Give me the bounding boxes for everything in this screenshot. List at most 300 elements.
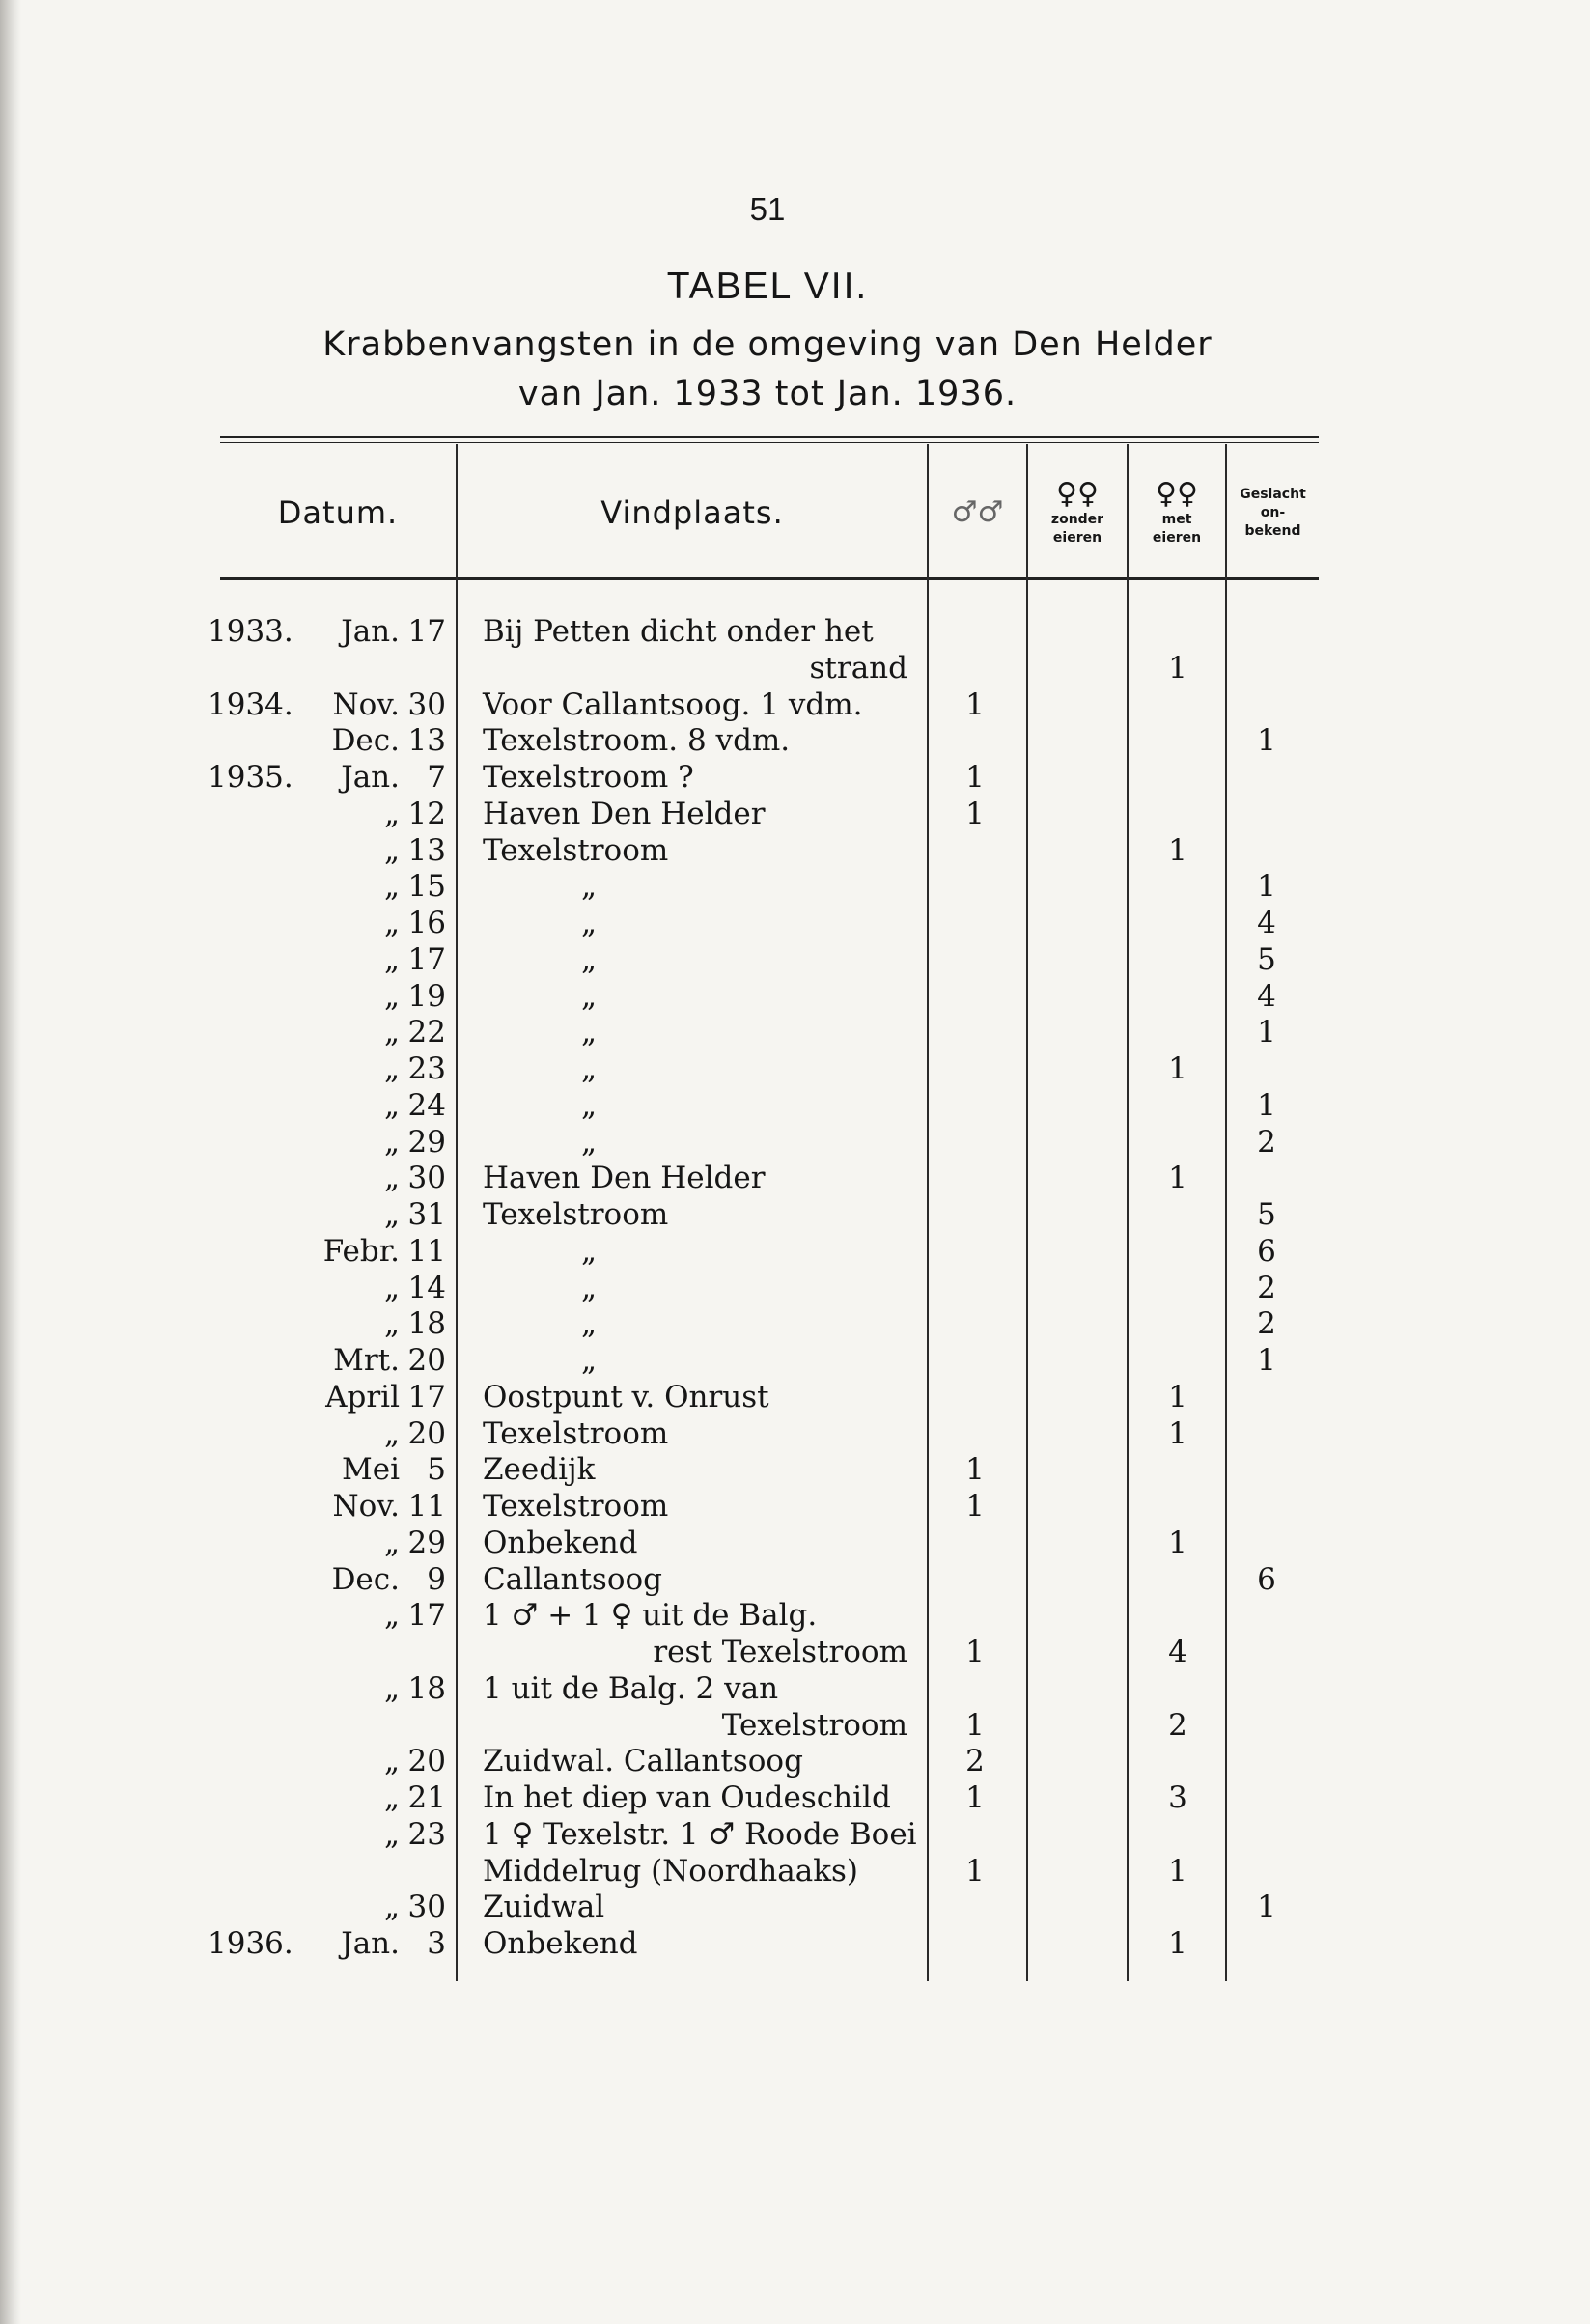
cell-geslacht-onbekend bbox=[1218, 1926, 1315, 1962]
cell-zonder-eieren bbox=[1031, 614, 1128, 650]
cell-males bbox=[927, 651, 1023, 686]
cell-year: 1934. bbox=[208, 687, 293, 722]
cell-day: 18 bbox=[407, 1671, 446, 1706]
header-onbekend-line1: Geslacht bbox=[1240, 486, 1306, 502]
cell-met-eieren bbox=[1130, 1125, 1226, 1161]
cell-geslacht-onbekend bbox=[1218, 1526, 1315, 1561]
cell-month: „ bbox=[383, 1161, 400, 1195]
cell-vindplaats: Onbekend bbox=[483, 1526, 638, 1560]
cell-month bbox=[307, 651, 400, 686]
table-subtitle-line2: van Jan. 1933 tot Jan. 1936. bbox=[517, 375, 1018, 413]
cell-year bbox=[208, 1526, 323, 1561]
cell-vindplaats: 1 uit de Balg. 2 van bbox=[483, 1671, 779, 1706]
cell-month: „ bbox=[383, 1890, 400, 1924]
cell-met-eieren bbox=[1130, 1744, 1226, 1779]
cell-year bbox=[208, 942, 323, 978]
cell-day: 15 bbox=[407, 869, 446, 904]
cell-males bbox=[927, 1817, 1023, 1853]
cell-day: 30 bbox=[407, 1890, 446, 1924]
cell-vindplaats: Haven Den Helder bbox=[483, 797, 766, 831]
cell-day: 30 bbox=[407, 1161, 446, 1195]
cell-geslacht-onbekend: 4 bbox=[1257, 979, 1276, 1014]
cell-geslacht-onbekend bbox=[1218, 1708, 1315, 1744]
cell-day: 7 bbox=[427, 760, 446, 795]
cell-month: „ bbox=[383, 1780, 400, 1815]
cell-zonder-eieren bbox=[1031, 1161, 1128, 1196]
cell-vindplaats: Bij Petten dicht onder het bbox=[483, 614, 874, 649]
cell-day: 5 bbox=[427, 1452, 446, 1487]
header-vindplaats-label: Vindplaats. bbox=[600, 494, 784, 531]
cell-year: 1933. bbox=[208, 614, 293, 649]
header-onbekend-line2: on- bbox=[1260, 504, 1286, 520]
cell-males bbox=[927, 979, 1023, 1015]
cell-met-eieren bbox=[1130, 1306, 1226, 1342]
cell-zonder-eieren bbox=[1031, 1234, 1128, 1270]
cell-males bbox=[927, 1306, 1023, 1342]
cell-met-eieren bbox=[1130, 614, 1226, 650]
cell-zonder-eieren bbox=[1031, 1671, 1128, 1707]
cell-zonder-eieren bbox=[1031, 869, 1128, 905]
cell-year bbox=[208, 1890, 323, 1925]
cell-met-eieren: 1 bbox=[1168, 1161, 1187, 1195]
cell-year bbox=[208, 1598, 323, 1634]
header-datum-label: Datum. bbox=[277, 494, 399, 531]
cell-vindplaats: 1 ♀ Texelstr. 1 ♂ Roode Boei bbox=[483, 1817, 917, 1852]
cell-met-eieren: 1 bbox=[1168, 1051, 1187, 1086]
cell-month: „ bbox=[383, 1088, 400, 1123]
cell-males bbox=[927, 1234, 1023, 1270]
cell-day: 22 bbox=[407, 1015, 446, 1050]
cell-met-eieren bbox=[1130, 1598, 1226, 1634]
cell-zonder-eieren bbox=[1031, 797, 1128, 832]
cell-geslacht-onbekend: 2 bbox=[1257, 1125, 1276, 1160]
cell-day: 17 bbox=[407, 1598, 446, 1633]
table-subtitle-line1: Krabbenvangsten in de omgeving van Den Helder bbox=[322, 325, 1213, 364]
cell-zonder-eieren bbox=[1031, 906, 1128, 941]
cell-met-eieren bbox=[1130, 1343, 1226, 1379]
cell-geslacht-onbekend bbox=[1218, 1416, 1315, 1452]
cell-geslacht-onbekend bbox=[1218, 1161, 1315, 1196]
cell-zonder-eieren bbox=[1031, 1125, 1128, 1161]
cell-met-eieren: 1 bbox=[1168, 1854, 1187, 1889]
cell-day: 21 bbox=[407, 1780, 446, 1815]
cell-day: 3 bbox=[427, 1926, 446, 1961]
cell-day: 23 bbox=[407, 1817, 446, 1852]
cell-year bbox=[208, 723, 323, 759]
cell-vindplaats: Texelstroom bbox=[483, 1197, 669, 1232]
cell-males bbox=[927, 1051, 1023, 1087]
cell-met-eieren: 1 bbox=[1168, 651, 1187, 686]
cell-met-eieren bbox=[1130, 1817, 1226, 1853]
cell-vindplaats: „ bbox=[580, 1015, 598, 1050]
cell-males bbox=[927, 1088, 1023, 1124]
cell-day bbox=[402, 1854, 446, 1890]
cell-month: „ bbox=[383, 1416, 400, 1451]
cell-geslacht-onbekend: 1 bbox=[1257, 1088, 1276, 1123]
cell-males bbox=[927, 1015, 1023, 1050]
cell-year bbox=[208, 979, 323, 1015]
header-zonder-line2: eieren bbox=[1052, 530, 1102, 546]
cell-zonder-eieren bbox=[1031, 1744, 1128, 1779]
cell-males: 1 bbox=[965, 687, 985, 722]
cell-zonder-eieren bbox=[1031, 1926, 1128, 1962]
cell-geslacht-onbekend: 1 bbox=[1257, 1890, 1276, 1924]
cell-year bbox=[208, 1051, 323, 1087]
cell-month: „ bbox=[383, 869, 400, 904]
cell-vindplaats: „ bbox=[580, 869, 598, 904]
cell-month: „ bbox=[383, 942, 400, 977]
cell-zonder-eieren bbox=[1031, 760, 1128, 796]
cell-met-eieren: 1 bbox=[1168, 1926, 1187, 1961]
cell-males bbox=[927, 869, 1023, 905]
cell-month: Mei bbox=[341, 1452, 400, 1487]
cell-males: 2 bbox=[965, 1744, 985, 1778]
cell-geslacht-onbekend bbox=[1218, 1452, 1315, 1488]
cell-vindplaats: Texelstroom bbox=[483, 833, 669, 868]
cell-day: 9 bbox=[427, 1562, 446, 1597]
cell-males bbox=[927, 1125, 1023, 1161]
cell-geslacht-onbekend: 1 bbox=[1257, 1343, 1276, 1378]
cell-met-eieren bbox=[1130, 906, 1226, 941]
cell-day: 31 bbox=[407, 1197, 446, 1232]
cell-males: 1 bbox=[965, 760, 985, 795]
cell-vindplaats: Texelstroom bbox=[483, 1489, 669, 1524]
cell-zonder-eieren bbox=[1031, 723, 1128, 759]
cell-month: Mrt. bbox=[333, 1343, 400, 1378]
cell-vindplaats: strand bbox=[809, 651, 907, 686]
cell-month: April bbox=[325, 1380, 400, 1414]
cell-year bbox=[208, 1234, 323, 1270]
cell-geslacht-onbekend bbox=[1218, 1051, 1315, 1087]
cell-geslacht-onbekend: 2 bbox=[1257, 1271, 1276, 1305]
header-males-symbol: ♂♂ bbox=[951, 495, 1004, 529]
cell-males: 1 bbox=[965, 1780, 985, 1815]
cell-met-eieren bbox=[1130, 687, 1226, 723]
cell-vindplaats: Texelstroom ? bbox=[483, 760, 694, 795]
header-met-line1: met bbox=[1161, 512, 1192, 527]
cell-year bbox=[208, 906, 323, 941]
cell-zonder-eieren bbox=[1031, 651, 1128, 686]
cell-met-eieren: 2 bbox=[1168, 1708, 1187, 1743]
cell-vindplaats: Onbekend bbox=[483, 1926, 638, 1961]
cell-day: 12 bbox=[407, 797, 446, 831]
cell-zonder-eieren bbox=[1031, 1271, 1128, 1306]
cell-zonder-eieren bbox=[1031, 1306, 1128, 1342]
cell-males bbox=[927, 1562, 1023, 1598]
cell-month: Dec. bbox=[331, 723, 400, 758]
cell-zonder-eieren bbox=[1031, 1708, 1128, 1744]
cell-zonder-eieren bbox=[1031, 833, 1128, 869]
cell-geslacht-onbekend: 1 bbox=[1257, 723, 1276, 758]
cell-males bbox=[927, 1380, 1023, 1415]
cell-vindplaats: Texelstroom bbox=[721, 1708, 907, 1743]
cell-year bbox=[208, 1125, 323, 1161]
cell-zonder-eieren bbox=[1031, 1489, 1128, 1525]
cell-males: 1 bbox=[965, 1452, 985, 1487]
cell-met-eieren bbox=[1130, 1015, 1226, 1050]
cell-month: Nov. bbox=[332, 1489, 400, 1524]
cell-month: Jan. bbox=[341, 614, 400, 649]
cell-day: 30 bbox=[407, 687, 446, 722]
cell-month: „ bbox=[383, 1306, 400, 1341]
cell-vindplaats: „ bbox=[580, 1343, 598, 1378]
cell-met-eieren: 4 bbox=[1168, 1635, 1187, 1669]
cell-geslacht-onbekend bbox=[1218, 760, 1315, 796]
cell-geslacht-onbekend bbox=[1218, 651, 1315, 686]
cell-day: 20 bbox=[407, 1744, 446, 1778]
cell-year bbox=[208, 1854, 323, 1890]
cell-met-eieren bbox=[1130, 1234, 1226, 1270]
cell-day: 16 bbox=[407, 906, 446, 940]
header-zonder-symbol: ♀♀ bbox=[1056, 477, 1099, 511]
cell-males bbox=[927, 942, 1023, 978]
cell-zonder-eieren bbox=[1031, 1197, 1128, 1233]
cell-zonder-eieren bbox=[1031, 1890, 1128, 1925]
cell-geslacht-onbekend bbox=[1218, 614, 1315, 650]
cell-met-eieren bbox=[1130, 723, 1226, 759]
cell-year bbox=[208, 1780, 323, 1816]
cell-met-eieren: 1 bbox=[1168, 1380, 1187, 1414]
cell-geslacht-onbekend: 1 bbox=[1257, 869, 1276, 904]
cell-zonder-eieren bbox=[1031, 1562, 1128, 1598]
cell-zonder-eieren bbox=[1031, 1343, 1128, 1379]
cell-day: 14 bbox=[407, 1271, 446, 1305]
cell-geslacht-onbekend: 5 bbox=[1257, 942, 1276, 977]
cell-day: 19 bbox=[407, 979, 446, 1014]
cell-vindplaats: In het diep van Oudeschild bbox=[483, 1780, 891, 1815]
cell-vindplaats: „ bbox=[580, 1051, 598, 1086]
page-number: 51 bbox=[749, 191, 786, 227]
cell-day bbox=[402, 1708, 446, 1744]
cell-day: 11 bbox=[407, 1234, 446, 1269]
cell-zonder-eieren bbox=[1031, 1526, 1128, 1561]
cell-month: „ bbox=[383, 1744, 400, 1778]
cell-zonder-eieren bbox=[1031, 979, 1128, 1015]
cell-males bbox=[927, 614, 1023, 650]
cell-year bbox=[208, 1489, 323, 1525]
cell-year bbox=[208, 651, 323, 686]
cell-year bbox=[208, 1744, 323, 1779]
cell-month bbox=[307, 1854, 400, 1890]
cell-met-eieren: 3 bbox=[1168, 1780, 1187, 1815]
cell-month: Nov. bbox=[332, 687, 400, 722]
cell-males bbox=[927, 1161, 1023, 1196]
cell-month: „ bbox=[383, 797, 400, 831]
cell-geslacht-onbekend: 6 bbox=[1257, 1562, 1276, 1597]
cell-month: Jan. bbox=[341, 1926, 400, 1961]
cell-males: 1 bbox=[965, 797, 985, 831]
cell-day: 29 bbox=[407, 1125, 446, 1160]
cell-month: „ bbox=[383, 1817, 400, 1852]
cell-geslacht-onbekend bbox=[1218, 1598, 1315, 1634]
cell-males bbox=[927, 1271, 1023, 1306]
cell-year bbox=[208, 1817, 323, 1853]
cell-zonder-eieren bbox=[1031, 1452, 1128, 1488]
cell-zonder-eieren bbox=[1031, 1598, 1128, 1634]
cell-vindplaats: Texelstroom bbox=[483, 1416, 669, 1451]
cell-males: 1 bbox=[965, 1854, 985, 1889]
cell-geslacht-onbekend bbox=[1218, 1671, 1315, 1707]
cell-day: 13 bbox=[407, 833, 446, 868]
cell-day: 24 bbox=[407, 1088, 446, 1123]
cell-vindplaats: Callantsoog bbox=[483, 1562, 663, 1597]
cell-month: „ bbox=[383, 1271, 400, 1305]
header-zonder-line1: zonder bbox=[1050, 512, 1104, 527]
cell-vindplaats: Texelstroom. 8 vdm. bbox=[483, 723, 791, 758]
cell-year bbox=[208, 1380, 323, 1415]
cell-met-eieren bbox=[1130, 1890, 1226, 1925]
cell-month: „ bbox=[383, 1197, 400, 1232]
header-met-symbol: ♀♀ bbox=[1156, 477, 1198, 511]
cell-zonder-eieren bbox=[1031, 687, 1128, 723]
cell-month: „ bbox=[383, 1125, 400, 1160]
cell-males bbox=[927, 1926, 1023, 1962]
cell-month: „ bbox=[383, 1051, 400, 1086]
cell-geslacht-onbekend: 6 bbox=[1257, 1234, 1276, 1269]
cell-month: „ bbox=[383, 833, 400, 868]
cell-zonder-eieren bbox=[1031, 1380, 1128, 1415]
cell-year bbox=[208, 797, 323, 832]
cell-day: 17 bbox=[407, 942, 446, 977]
cell-vindplaats: Oostpunt v. Onrust bbox=[483, 1380, 769, 1414]
cell-geslacht-onbekend bbox=[1218, 1854, 1315, 1890]
cell-males bbox=[927, 723, 1023, 759]
cell-males bbox=[927, 1598, 1023, 1634]
cell-month: „ bbox=[383, 979, 400, 1014]
cell-geslacht-onbekend bbox=[1218, 1635, 1315, 1670]
cell-month bbox=[307, 1708, 400, 1744]
cell-met-eieren bbox=[1130, 797, 1226, 832]
cell-geslacht-onbekend: 2 bbox=[1257, 1306, 1276, 1341]
cell-met-eieren bbox=[1130, 1088, 1226, 1124]
cell-day bbox=[402, 651, 446, 686]
cell-month: „ bbox=[383, 1598, 400, 1633]
cell-males bbox=[927, 1526, 1023, 1561]
cell-vindplaats: „ bbox=[580, 942, 598, 977]
cell-zonder-eieren bbox=[1031, 1854, 1128, 1890]
cell-day: 11 bbox=[407, 1489, 446, 1524]
cell-month bbox=[307, 1635, 400, 1670]
cell-males: 1 bbox=[965, 1489, 985, 1524]
cell-geslacht-onbekend bbox=[1218, 1489, 1315, 1525]
cell-met-eieren bbox=[1130, 1452, 1226, 1488]
cell-day: 18 bbox=[407, 1306, 446, 1341]
cell-males bbox=[927, 1890, 1023, 1925]
cell-year bbox=[208, 1343, 323, 1379]
cell-day: 17 bbox=[407, 614, 446, 649]
cell-vindplaats: „ bbox=[580, 1088, 598, 1123]
cell-year bbox=[208, 869, 323, 905]
cell-year bbox=[208, 1088, 323, 1124]
cell-zonder-eieren bbox=[1031, 1817, 1128, 1853]
cell-vindplaats: „ bbox=[580, 1306, 598, 1341]
cell-year bbox=[208, 1452, 323, 1488]
cell-met-eieren: 1 bbox=[1168, 1416, 1187, 1451]
cell-day: 20 bbox=[407, 1416, 446, 1451]
cell-month: „ bbox=[383, 1671, 400, 1706]
cell-day: 23 bbox=[407, 1051, 446, 1086]
cell-vindplaats: Zuidwal bbox=[483, 1890, 605, 1924]
cell-met-eieren: 1 bbox=[1168, 1526, 1187, 1560]
cell-males bbox=[927, 1416, 1023, 1452]
cell-males bbox=[927, 906, 1023, 941]
cell-vindplaats: rest Texelstroom bbox=[653, 1635, 907, 1669]
cell-met-eieren bbox=[1130, 1671, 1226, 1707]
cell-year bbox=[208, 1671, 323, 1707]
cell-geslacht-onbekend bbox=[1218, 833, 1315, 869]
cell-males bbox=[927, 1343, 1023, 1379]
cell-vindplaats: Zuidwal. Callantsoog bbox=[483, 1744, 803, 1778]
cell-day: 20 bbox=[407, 1343, 446, 1378]
cell-vindplaats: „ bbox=[580, 1271, 598, 1305]
cell-males bbox=[927, 1197, 1023, 1233]
cell-year bbox=[208, 1306, 323, 1342]
cell-month: „ bbox=[383, 1015, 400, 1050]
cell-year bbox=[208, 833, 323, 869]
cell-day bbox=[402, 1635, 446, 1670]
cell-year bbox=[208, 1708, 323, 1744]
cell-vindplaats: 1 ♂ + 1 ♀ uit de Balg. bbox=[483, 1598, 818, 1633]
cell-zonder-eieren bbox=[1031, 1635, 1128, 1670]
cell-males: 1 bbox=[965, 1708, 985, 1743]
cell-year bbox=[208, 1635, 323, 1670]
cell-met-eieren bbox=[1130, 1271, 1226, 1306]
cell-year: 1935. bbox=[208, 760, 293, 795]
cell-zonder-eieren bbox=[1031, 1416, 1128, 1452]
cell-year bbox=[208, 1015, 323, 1050]
cell-day: 13 bbox=[407, 723, 446, 758]
cell-males bbox=[927, 1671, 1023, 1707]
cell-met-eieren bbox=[1130, 1197, 1226, 1233]
cell-met-eieren bbox=[1130, 760, 1226, 796]
cell-males: 1 bbox=[965, 1635, 985, 1669]
cell-month: „ bbox=[383, 906, 400, 940]
cell-day: 17 bbox=[407, 1380, 446, 1414]
cell-vindplaats: Zeedijk bbox=[483, 1452, 596, 1487]
cell-year bbox=[208, 1271, 323, 1306]
cell-geslacht-onbekend bbox=[1218, 687, 1315, 723]
cell-year bbox=[208, 1416, 323, 1452]
cell-vindplaats: „ bbox=[580, 1234, 598, 1269]
cell-zonder-eieren bbox=[1031, 1088, 1128, 1124]
cell-zonder-eieren bbox=[1031, 1015, 1128, 1050]
cell-day: 29 bbox=[407, 1526, 446, 1560]
cell-geslacht-onbekend: 5 bbox=[1257, 1197, 1276, 1232]
cell-geslacht-onbekend bbox=[1218, 1380, 1315, 1415]
cell-year: 1936. bbox=[208, 1926, 293, 1961]
header-met-line2: eieren bbox=[1152, 530, 1202, 546]
cell-year bbox=[208, 1197, 323, 1233]
cell-zonder-eieren bbox=[1031, 1780, 1128, 1816]
cell-geslacht-onbekend: 1 bbox=[1257, 1015, 1276, 1050]
cell-met-eieren bbox=[1130, 979, 1226, 1015]
cell-geslacht-onbekend bbox=[1218, 1780, 1315, 1816]
cell-year bbox=[208, 1562, 323, 1598]
cell-zonder-eieren bbox=[1031, 942, 1128, 978]
cell-year bbox=[208, 1161, 323, 1196]
cell-geslacht-onbekend: 4 bbox=[1257, 906, 1276, 940]
cell-geslacht-onbekend bbox=[1218, 797, 1315, 832]
cell-month: Jan. bbox=[341, 760, 400, 795]
cell-vindplaats: Voor Callantsoog. 1 vdm. bbox=[483, 687, 863, 722]
cell-month: Dec. bbox=[331, 1562, 400, 1597]
cell-vindplaats: Middelrug (Noordhaaks) bbox=[483, 1854, 859, 1889]
table-title: TABEL VII. bbox=[666, 266, 869, 307]
cell-met-eieren bbox=[1130, 1562, 1226, 1598]
cell-met-eieren bbox=[1130, 942, 1226, 978]
cell-vindplaats: Haven Den Helder bbox=[483, 1161, 766, 1195]
cell-geslacht-onbekend bbox=[1218, 1817, 1315, 1853]
